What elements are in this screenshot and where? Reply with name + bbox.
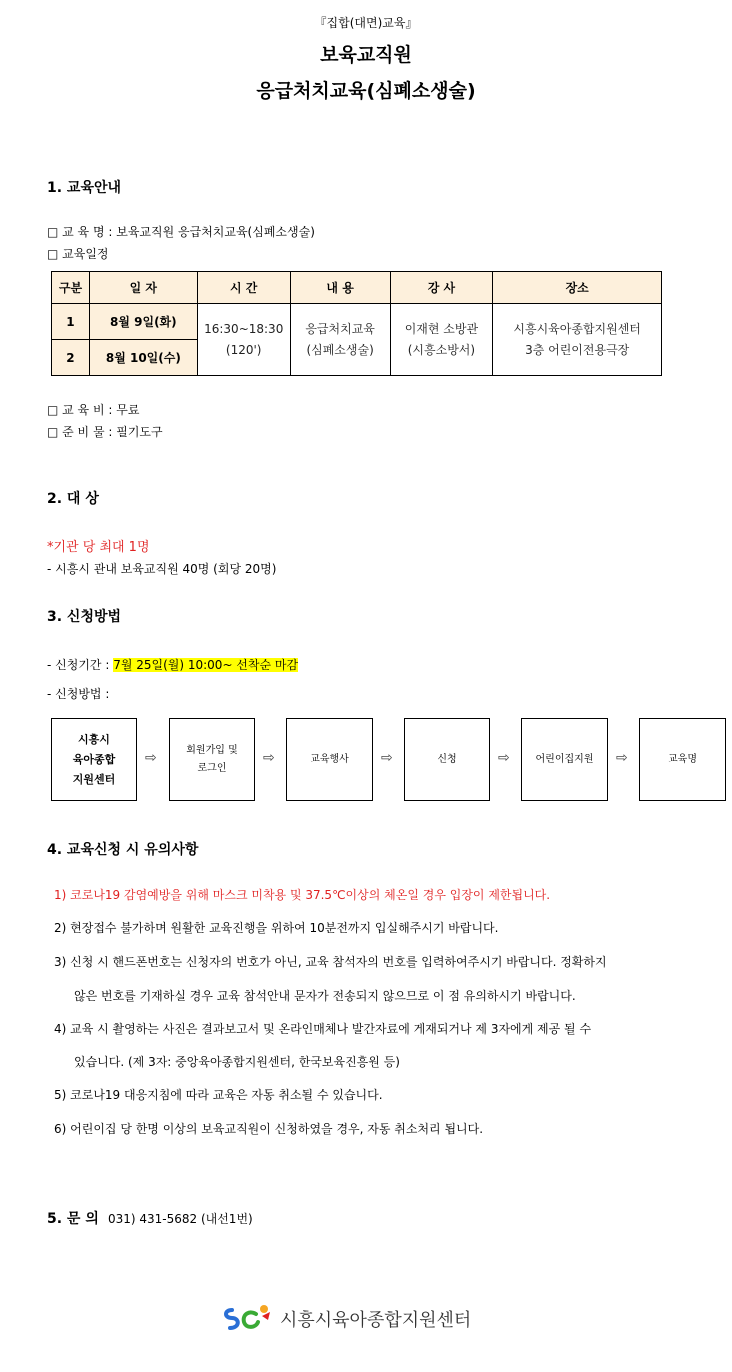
content-line2: (심폐소생술) bbox=[306, 342, 374, 357]
cell-place bbox=[493, 304, 662, 376]
step-text: 시흥시 bbox=[78, 732, 110, 746]
section4-heading: 4. 교육신청 시 유의사항 bbox=[47, 842, 199, 858]
content-line1: 응급처치교육 bbox=[305, 321, 375, 336]
note-item: 5) 코로나19 대응지침에 따라 교육은 자동 취소될 수 있습니다. bbox=[54, 1088, 383, 1102]
step-text: 지원센터 bbox=[72, 772, 116, 786]
row-number: 1 bbox=[52, 304, 90, 340]
step-daycare-support bbox=[521, 718, 608, 801]
row-number: 2 bbox=[52, 340, 90, 376]
note-item: 2) 현장접수 불가하며 원활한 교육진행을 위하여 10분전까지 입실해주시기 바랍니다. bbox=[54, 921, 499, 935]
prep-line: □ 준 비 물 : 필기도구 bbox=[47, 425, 163, 439]
table-row bbox=[52, 304, 662, 340]
period-line bbox=[47, 656, 298, 673]
step-text: 어린이집지원 bbox=[535, 753, 594, 765]
step-course-name bbox=[639, 718, 726, 801]
row-date: 8월 10일(수) bbox=[89, 340, 197, 376]
instructor-name: 이재현 소방관 bbox=[404, 321, 479, 336]
step-text: 교육행사 bbox=[310, 753, 349, 765]
period-label: - 신청기간 : bbox=[47, 658, 114, 672]
contact-phone: 031) 431-5682 (내선1번) bbox=[107, 1212, 253, 1226]
section2-heading: 2. 대 상 bbox=[47, 491, 99, 507]
th-place: 장소 bbox=[493, 272, 662, 304]
doc-title-line2: 응급처치교육(심폐소생술) bbox=[256, 80, 476, 102]
step-events bbox=[286, 718, 373, 801]
note-item: 1) 코로나19 감염예방을 위해 마스크 미착용 및 37.5℃이상의 체온일 경우 입장이 제한됩니다. bbox=[54, 888, 551, 902]
th-content: 내 용 bbox=[290, 272, 390, 304]
arrow-icon: ⇨ bbox=[381, 750, 393, 766]
org-logo-icon bbox=[222, 1302, 274, 1336]
step-text: 교육명 bbox=[668, 753, 697, 765]
doc-tag: 『집합(대면)교육』 bbox=[314, 16, 418, 30]
note-item: 6) 어린이집 당 한명 이상의 보육교직원이 신청하였을 경우, 자동 취소처리 됩니다. bbox=[54, 1122, 484, 1136]
org-name: 시흥시육아종합지원센터 bbox=[280, 1310, 472, 1331]
footer bbox=[222, 1302, 471, 1336]
th-date: 일 자 bbox=[89, 272, 197, 304]
cell-time bbox=[197, 304, 290, 376]
time-duration: (120') bbox=[225, 342, 262, 357]
schedule-table-header bbox=[52, 272, 662, 304]
schedule-line: □ 교육일정 bbox=[47, 247, 109, 261]
time-range: 16:30~18:30 bbox=[204, 321, 284, 336]
note-item-continued: 않은 번호를 기재하실 경우 교육 참석안내 문자가 전송되지 않으므로 이 점 유의하시기 바랍니다. bbox=[74, 989, 576, 1003]
section1-heading: 1. 교육안내 bbox=[47, 180, 122, 196]
method-label: - 신청방법 : bbox=[47, 687, 110, 701]
step-text: 로그인 bbox=[197, 762, 227, 774]
arrow-icon: ⇨ bbox=[145, 750, 157, 766]
step-text: 육아종합 bbox=[72, 752, 116, 766]
course-name-line: □ 교 육 명 : 보육교직원 응급처치교육(심폐소생술) bbox=[47, 225, 315, 239]
period-value: 7월 25일(월) 10:00~ 선착순 마감 bbox=[113, 658, 299, 672]
limit-notice: *기관 당 최대 1명 bbox=[47, 540, 150, 555]
arrow-icon: ⇨ bbox=[263, 750, 275, 766]
step-apply bbox=[404, 718, 490, 801]
section3-heading: 3. 신청방법 bbox=[47, 609, 122, 625]
place-line2: 3층 어린이전용극장 bbox=[525, 342, 630, 357]
note-item-continued: 있습니다. (제 3자: 중앙육아종합지원센터, 한국보육진흥원 등) bbox=[74, 1055, 400, 1069]
contact-line bbox=[47, 1208, 253, 1228]
fee-line: □ 교 육 비 : 무료 bbox=[47, 403, 140, 417]
doc-title-line1: 보육교직원 bbox=[320, 44, 412, 66]
step-text: 신청 bbox=[437, 753, 457, 765]
th-instructor: 강 사 bbox=[390, 272, 493, 304]
th-division: 구분 bbox=[52, 272, 90, 304]
instructor-org: (시흥소방서) bbox=[407, 342, 476, 357]
step-signup bbox=[169, 718, 255, 801]
cell-content bbox=[290, 304, 390, 376]
note-item: 4) 교육 시 촬영하는 사진은 결과보고서 및 온라인매체나 발간자료에 게재되거나 제 3자에게 제공 될 수 bbox=[54, 1022, 592, 1036]
note-item: 3) 신청 시 핸드폰번호는 신청자의 번호가 아닌, 교육 참석자의 번호를 입력하여주시기 바랍니다. 정확하지 bbox=[54, 955, 607, 969]
section5-heading: 5. 문 의 bbox=[47, 1211, 99, 1227]
row-date: 8월 9일(화) bbox=[89, 304, 197, 340]
place-line1: 시흥시육아종합지원센터 bbox=[513, 321, 641, 336]
target-line: - 시흥시 관내 보육교직원 40명 (회당 20명) bbox=[47, 562, 277, 576]
th-time: 시 간 bbox=[197, 272, 290, 304]
schedule-table bbox=[51, 271, 662, 376]
step-center bbox=[51, 718, 137, 801]
arrow-icon: ⇨ bbox=[498, 750, 510, 766]
step-text: 회원가입 및 bbox=[186, 744, 238, 756]
cell-instructor bbox=[390, 304, 493, 376]
arrow-icon: ⇨ bbox=[616, 750, 628, 766]
